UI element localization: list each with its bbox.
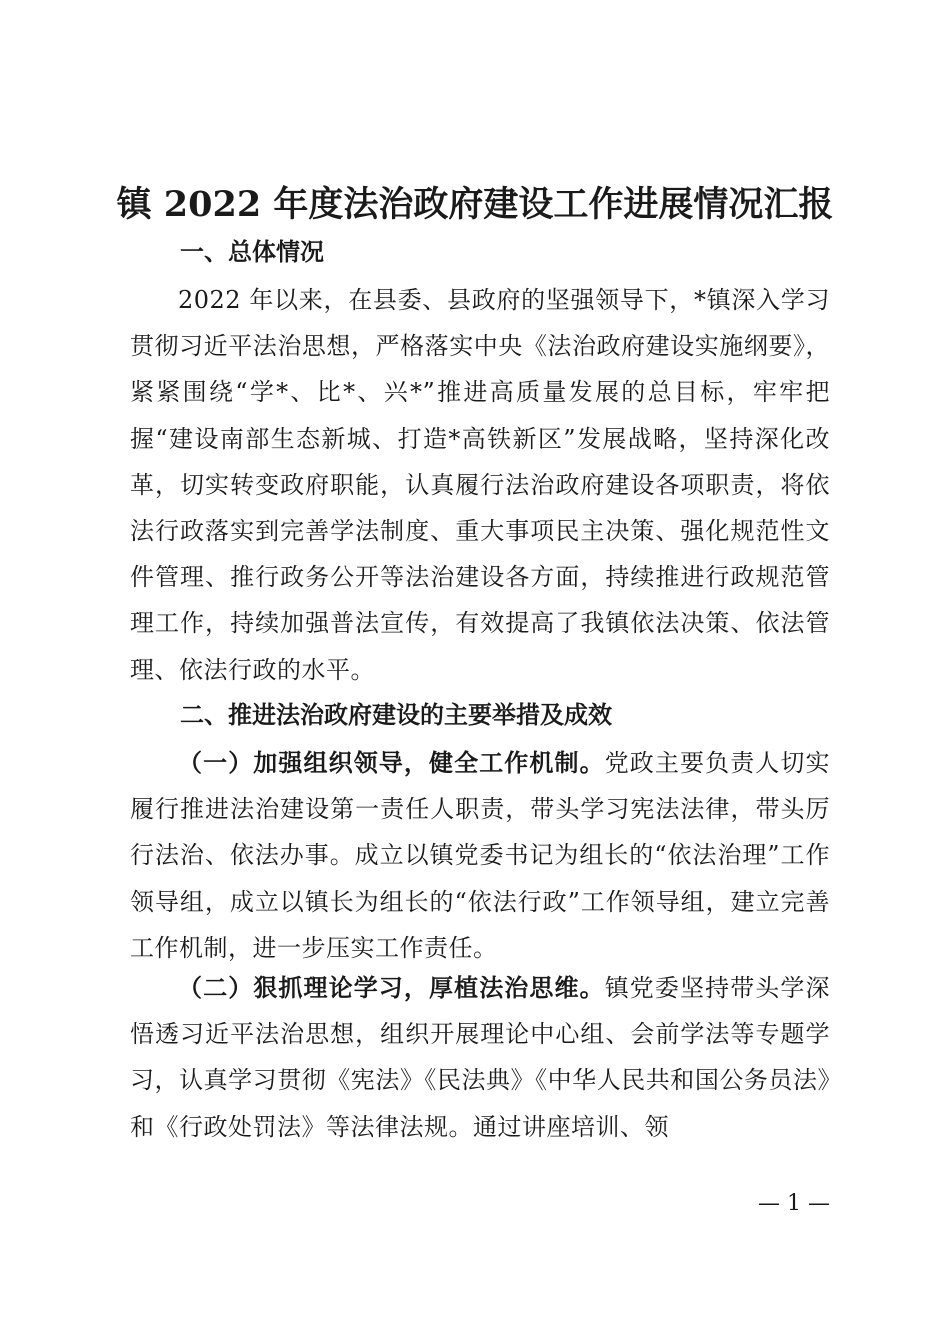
paragraph-organization xyxy=(130,740,830,971)
paragraph-theory-study xyxy=(130,965,830,1150)
page-number: — 1 — xyxy=(758,1191,830,1216)
paragraph-lead: （一）加强组织领导，健全工作机制。 xyxy=(178,749,605,777)
section-heading-measures: 二、推进法治政府建设的主要举措及成效 xyxy=(180,701,612,729)
document-title: 镇 2022 年度法治政府建设工作进展情况汇报 xyxy=(116,184,834,225)
section-heading-overview: 一、总体情况 xyxy=(180,238,324,266)
paragraph-lead: （二）狠抓理论学习，厚植法治思维。 xyxy=(178,974,605,1002)
paragraph-overview xyxy=(130,277,830,693)
paragraph-text: 党政主要负责人切实履行推进法治建设第一责任人职责，带头学习宪法法律，带头厉行法治、依法办事。成立以镇党委书记为组长的“依法治理”工作领导组，成立以镇长为组长的“依法行政”工作领导组，建立完善工作机制，进一步压实工作责任。 xyxy=(130,749,831,962)
paragraph-text: 2022 年以来，在县委、县政府的坚强领导下，*镇深入学习贯彻习近平法治思想，严格落实中央《法治政府建设实施纲要》，紧紧围绕“学*、比*、兴*”推进高质量发展的总目标，牢牢把握“建设南部生态新城、打造*高铁新区”发展战略，坚持深化改革，切实转变政府职能，认真履行法治政府建设各项职责，将依法行政落实到完善学法制度、重大事项民主决策、强化规范性文件管理、推行政务公开等法治建设各方面，持续推进行政规范管理工作，持续加强普法宣传，有效提高了我镇依法决策、依法管理、依法行政的水平。 xyxy=(130,286,830,684)
paragraph-text: 镇党委坚持带头学深悟透习近平法治思想，组织开展理论中心组、会前学法等专题学习，认真学习贯彻《宪法》《民法典》《中华人民共和国公务员法》和《行政处罚法》等法律法规。通过讲座培训、领 xyxy=(130,974,831,1141)
